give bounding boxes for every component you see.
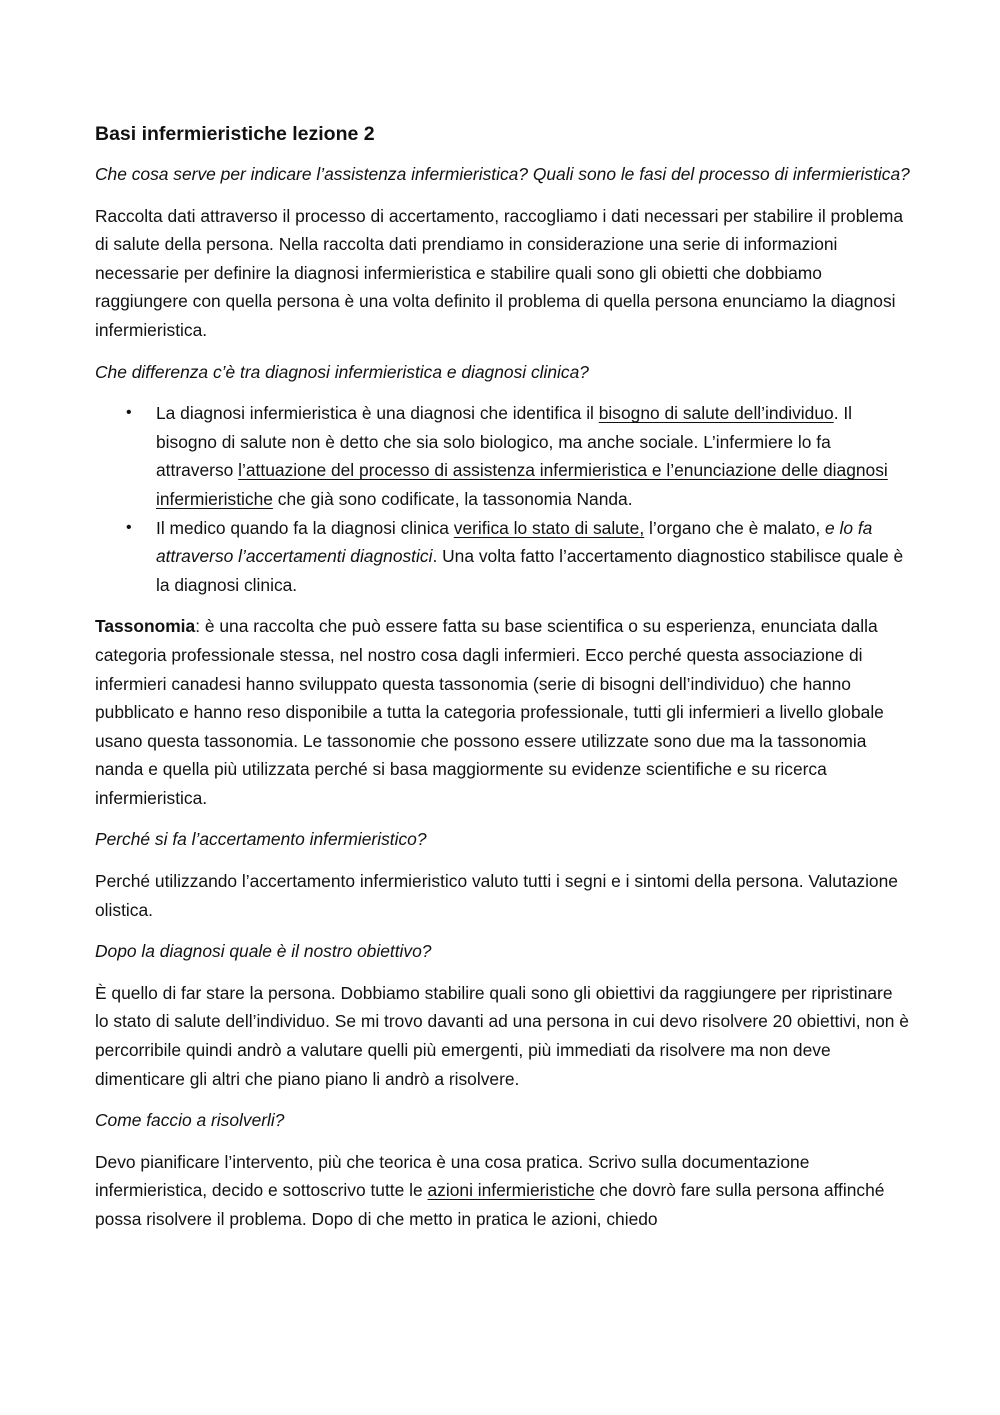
question-solve: Come faccio a risolverli?	[95, 1110, 285, 1131]
document-body	[95, 119, 910, 1247]
bullet-icon: •	[126, 518, 132, 536]
question-assessment: Perché si fa l’accertamento infermieristico?	[95, 829, 427, 850]
question-diagnosis-difference: Che differenza c’è tra diagnosi infermieristica e diagnosi clinica?	[95, 361, 589, 382]
text-span: Il medico quando fa la diagnosi clinica	[156, 517, 454, 538]
paragraph-objective: È quello di far stare la persona. Dobbiamo stabilire quali sono gli obiettivi da raggiungere per ripristinare lo stato di salute dell’individuo. Se mi trovo davanti ad una persona in cui devo risolvere 20 obiettivi, non è percorribile quindi andrò a valutare quelli più emergenti, più immediati da risolvere ma non deve dimenticare gli altri che piano piano li andrò a risolvere.	[95, 982, 909, 1089]
paragraph-planning	[95, 1148, 910, 1234]
text-span: La diagnosi infermieristica è una diagnosi che identifica il	[156, 403, 599, 424]
list-item-nursing-diagnosis	[95, 399, 910, 513]
text-span: . Il bisogno di salute non è detto che sia solo biologico, ma anche sociale. L’infermiere lo fa attraverso	[156, 403, 853, 481]
text-span: . Una volta fatto l’accertamento diagnostico stabilisce quale è la diagnosi clinica.	[156, 546, 904, 595]
underlined-text: bisogno di salute dell’individuo	[598, 403, 834, 424]
underlined-text: l’attuazione del processo di assistenza infermieristica e l’enunciazione delle diagnosi infermieristiche	[156, 460, 888, 509]
taxonomy-term: Tassonomia	[95, 616, 196, 637]
text-span: l’organo che è malato,	[644, 517, 825, 538]
paragraph-data-collection: Raccolta dati attraverso il processo di accertamento, raccogliamo i dati necessari per stabilire il problema di salute della persona. Nella raccolta dati prendiamo in considerazione una serie di informazioni necessarie per definire la diagnosi infermieristica e stabilire quali sono gli obietti che dobbiamo raggiungere con quella persona è una volta definito il problema di quella persona enunciamo la diagnosi infermieristica.	[95, 205, 904, 340]
taxonomy-definition: : è una raccolta che può essere fatta su base scientifica o su esperienza, enunciata dalla categoria professionale stessa, nel nostro cosa dagli infermieri. Ecco perché questa associazione di infermieri canadesi hanno sviluppato questa tassonomia (serie di bisogni dell’individuo) che hanno pubblicato e hanno reso disponibile a tutta la categoria professionale, tutti gli infermieri a livello globale usano questa tassonomia. Le tassonomie che possono essere utilizzate sono due ma la tassonomia nanda e quella più utilizzata perché si basa maggiormente su evidenze scientifiche e su ricerca infermieristica.	[95, 616, 884, 808]
underlined-text: azioni infermieristiche	[427, 1180, 595, 1201]
list-item-clinical-diagnosis	[95, 514, 910, 600]
bullet-icon: •	[126, 404, 132, 422]
text-span: che già sono codificate, la tassonomia Nanda.	[272, 488, 633, 509]
question-phases: Che cosa serve per indicare l’assistenza infermieristica? Quali sono le fasi del processo di infermieristica?	[95, 164, 910, 184]
italic-text: e lo fa attraverso l’accertamenti diagnostici	[156, 517, 873, 567]
question-objective: Dopo la diagnosi quale è il nostro obiettivo?	[95, 941, 432, 962]
text-span: che dovrò fare sulla persona affinché possa risolvere il problema. Dopo di che metto in pratica le azioni, chiedo	[95, 1180, 885, 1229]
diagnosis-list	[95, 399, 910, 599]
text-span: Devo pianificare l’intervento, più che teorica è una cosa pratica. Scrivo sulla documentazione infermieristica, decido e sottoscrivo tutte le	[95, 1151, 810, 1201]
underlined-text: verifica lo stato di salute,	[453, 517, 645, 538]
paragraph-taxonomy	[95, 612, 910, 812]
paragraph-assessment: Perché utilizzando l’accertamento infermieristico valuto tutti i segni e i sintomi della persona. Valutazione olistica.	[95, 871, 898, 920]
document-title: Basi infermieristiche lezione 2	[95, 123, 375, 145]
